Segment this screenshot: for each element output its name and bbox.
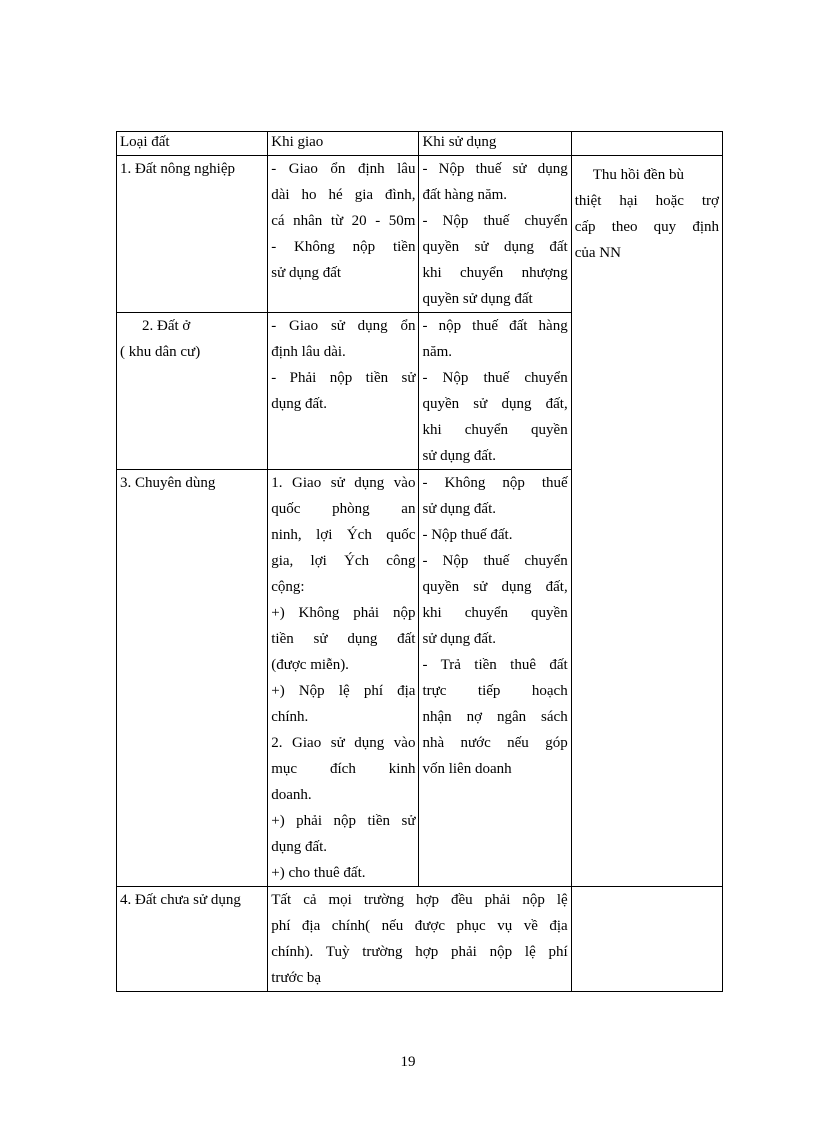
allocation-line: chính. [271, 709, 309, 725]
usage-line: quyền sử dụng đất, [422, 579, 568, 595]
land-type-cell [117, 313, 268, 470]
land-type-cell [117, 156, 268, 313]
allocation-cell [268, 156, 419, 313]
usage-line: năm. [422, 344, 453, 360]
usage-line: nhà nước nếu góp [422, 735, 568, 751]
allocation-line: +) Không phải nộp [271, 605, 416, 621]
usage-line: khi chuyển quyền [422, 605, 568, 621]
allocation-line: - Không nộp tiền [271, 239, 416, 255]
allocation-cell [268, 470, 419, 887]
header-blank [571, 132, 722, 156]
allocation-line: tiền sử dụng đất [271, 631, 416, 647]
allocation-line: dài ho hé gia đình, [271, 187, 416, 203]
land-type-text: 2. Đất ở [142, 318, 191, 334]
usage-line: vốn liên doanh [422, 761, 512, 777]
note-line: của NN [574, 245, 621, 261]
land-type-text: 1. Đất nông nghiệp [120, 161, 235, 177]
table-row [117, 156, 723, 313]
allocation-line: cá nhân từ 20 - 50m [271, 213, 416, 229]
allocation-line: cộng: [271, 579, 305, 595]
note-line: Thu hồi đền bù [592, 167, 684, 183]
header-allocation: Khi giao [268, 132, 419, 156]
allocation-line: dụng đất. [271, 396, 328, 412]
land-use-table [116, 131, 723, 992]
usage-line: - Nộp thuế chuyển [422, 553, 568, 569]
allocation-line: - Giao sử dụng ổn [271, 318, 416, 334]
usage-line: khi chuyển nhượng [422, 265, 568, 281]
usage-cell [419, 156, 571, 313]
note-line: cấp theo quy định [574, 219, 719, 235]
usage-line: - Nộp thuế đất. [422, 527, 513, 543]
table-header-row [117, 132, 723, 156]
empty-cell [571, 887, 722, 992]
allocation-line: - Giao ổn định lâu [271, 161, 416, 177]
usage-cell [419, 313, 571, 470]
allocation-line: +) Nộp lệ phí địa [271, 683, 416, 699]
usage-line: sử dụng đất. [422, 501, 497, 517]
allocation-line: gia, lợi Ých công [271, 553, 416, 569]
allocation-line: mục đích kinh [271, 761, 416, 777]
usage-line: quyền sử dụng đất [422, 239, 568, 255]
compensation-note-cell [571, 156, 722, 887]
allocation-line: +) cho thuê đất. [271, 865, 366, 881]
allocation-line: ninh, lợi Ých quốc [271, 527, 416, 543]
land-type-text: 3. Chuyên dùng [120, 475, 216, 491]
merged-fee-cell [268, 887, 571, 992]
header-usage: Khi sử dụng [419, 132, 571, 156]
usage-cell [419, 470, 571, 887]
usage-line: - Nộp thuế chuyển [422, 213, 568, 229]
usage-line: khi chuyển quyền [422, 422, 568, 438]
allocation-line: 1. Giao sử dụng vào [271, 475, 416, 491]
usage-line: - nộp thuế đất hàng [422, 318, 568, 334]
merged-line: chính). Tuỳ trường hợp phải nộp lệ phí [271, 944, 568, 960]
land-type-cell [117, 887, 268, 992]
page-number: 19 [400, 1054, 416, 1070]
usage-line: sử dụng đất. [422, 448, 497, 464]
allocation-line: quốc phòng an [271, 501, 416, 517]
usage-line: nhận nợ ngân sách [422, 709, 568, 725]
usage-line: quyền sử dụng đất, [422, 396, 568, 412]
usage-line: - Không nộp thuế [422, 475, 568, 491]
usage-line: - Nộp thuế chuyển [422, 370, 568, 386]
allocation-cell [268, 313, 419, 470]
allocation-line: doanh. [271, 787, 312, 803]
usage-line: đất hàng năm. [422, 187, 508, 203]
allocation-line: (được miễn). [271, 657, 349, 673]
merged-line: phí địa chính( nếu được phục vụ về địa [271, 918, 568, 934]
land-type-text: 4. Đất chưa sử dụng [120, 892, 241, 908]
usage-line: - Nộp thuế sử dụng [422, 161, 568, 177]
allocation-line: - Phải nộp tiền sử [271, 370, 416, 386]
merged-line: Tất cả mọi trường hợp đều phải nộp lệ [271, 892, 568, 908]
usage-line: quyền sử dụng đất [422, 291, 533, 307]
note-line: thiệt hại hoặc trợ [574, 193, 719, 209]
usage-line: - Trả tiền thuê đất [422, 657, 568, 673]
usage-line: sử dụng đất. [422, 631, 497, 647]
table-row [117, 887, 723, 992]
usage-line: trực tiếp hoạch [422, 683, 568, 699]
allocation-line: 2. Giao sử dụng vào [271, 735, 416, 751]
allocation-line: sử dụng đất [271, 265, 342, 281]
land-type-text: ( khu dân cư) [120, 344, 201, 360]
allocation-line: +) phải nộp tiền sử [271, 813, 416, 829]
header-land-type: Loại đất [117, 132, 268, 156]
allocation-line: định lâu dài. [271, 344, 346, 360]
allocation-line: dụng đất. [271, 839, 328, 855]
merged-line: trước bạ [271, 970, 322, 986]
land-type-cell [117, 470, 268, 887]
